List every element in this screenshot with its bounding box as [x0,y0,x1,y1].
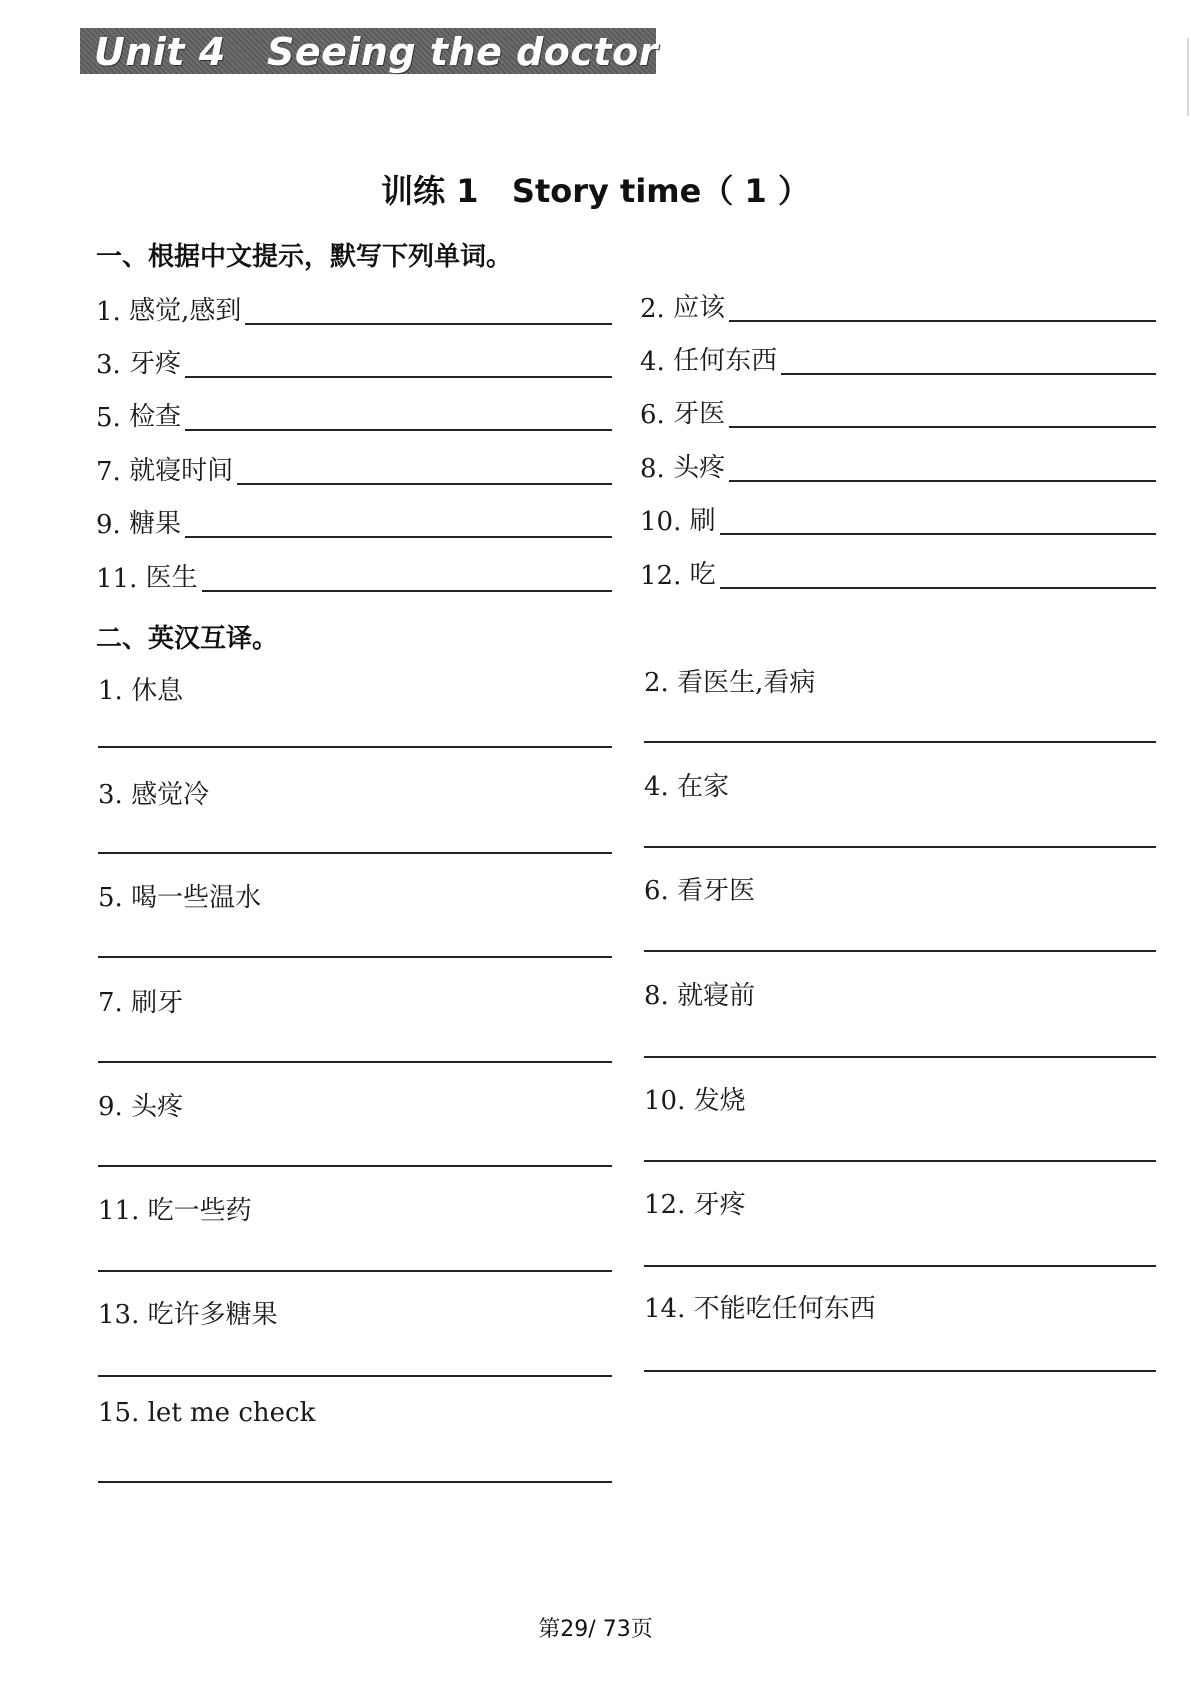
answer-line-11[interactable] [98,1270,612,1272]
answer-line-2[interactable] [644,741,1156,743]
word-item-3: 3. 牙疼 [96,343,612,380]
word-item-6: 6. 牙医 [640,393,1156,430]
answer-blank[interactable] [202,588,612,592]
translation-item-4: 4. 在家 [644,772,730,802]
translation-item-15: 15. let me check [98,1398,316,1428]
answer-line-4[interactable] [644,846,1156,848]
word-item-8: 8. 头疼 [640,447,1156,484]
answer-line-10[interactable] [644,1160,1156,1162]
translation-item-5: 5. 喝一些温水 [98,883,262,913]
answer-line-5[interactable] [98,956,612,958]
answer-line-12[interactable] [644,1265,1156,1267]
lesson-title: 训练 1 Story time（ 1 ） [381,172,810,210]
translation-item-11: 11. 吃一些药 [98,1196,252,1226]
answer-blank[interactable] [245,321,612,325]
translation-item-2: 2. 看医生,看病 [644,668,816,698]
word-item-7: 7. 就寝时间 [96,450,612,487]
page-edge-mark [1187,38,1189,116]
translation-item-7: 7. 刷牙 [98,988,184,1018]
translation-item-8: 8. 就寝前 [644,981,756,1011]
word-item-1: 1. 感觉,感到 [96,290,612,327]
page-indicator: 第29/ 73页 [538,1617,653,1642]
answer-blank[interactable] [185,374,612,378]
word-item-2: 2. 应该 [640,287,1156,324]
answer-line-3[interactable] [98,852,612,854]
translation-item-6: 6. 看牙医 [644,876,756,906]
translation-item-12: 12. 牙疼 [644,1190,746,1220]
unit-title: Unit 4 Seeing the doctor [94,30,658,74]
answer-blank[interactable] [729,318,1156,322]
answer-blank[interactable] [781,371,1156,375]
translation-item-9: 9. 头疼 [98,1092,184,1122]
answer-blank[interactable] [185,534,612,538]
word-item-12: 12. 吃 [640,554,1156,591]
answer-blank[interactable] [720,585,1156,589]
answer-blank[interactable] [729,478,1156,482]
section2-heading: 二、英汉互译。 [96,624,279,654]
word-item-4: 4. 任何东西 [640,340,1156,377]
answer-line-1[interactable] [98,746,612,748]
section1-heading: 一、根据中文提示，默写下列单词。 [96,242,513,272]
word-item-11: 11. 医生 [96,557,612,594]
answer-blank[interactable] [237,481,612,485]
word-item-5: 5. 检查 [96,396,612,433]
answer-blank[interactable] [185,427,612,431]
answer-line-15[interactable] [98,1481,612,1483]
translation-item-10: 10. 发烧 [644,1086,746,1116]
answer-line-13[interactable] [98,1375,612,1377]
answer-line-14[interactable] [644,1370,1156,1372]
translation-item-13: 13. 吃许多糖果 [98,1300,278,1330]
answer-blank[interactable] [720,531,1156,535]
answer-line-7[interactable] [98,1061,612,1063]
translation-item-14: 14. 不能吃任何东西 [644,1294,876,1324]
answer-blank[interactable] [729,424,1156,428]
unit-banner [80,28,656,74]
answer-line-6[interactable] [644,950,1156,952]
word-item-9: 9. 糖果 [96,503,612,540]
translation-item-3: 3. 感觉冷 [98,780,210,810]
translation-item-1: 1. 休息 [98,676,184,706]
word-item-10: 10. 刷 [640,500,1156,537]
answer-line-8[interactable] [644,1056,1156,1058]
answer-line-9[interactable] [98,1165,612,1167]
